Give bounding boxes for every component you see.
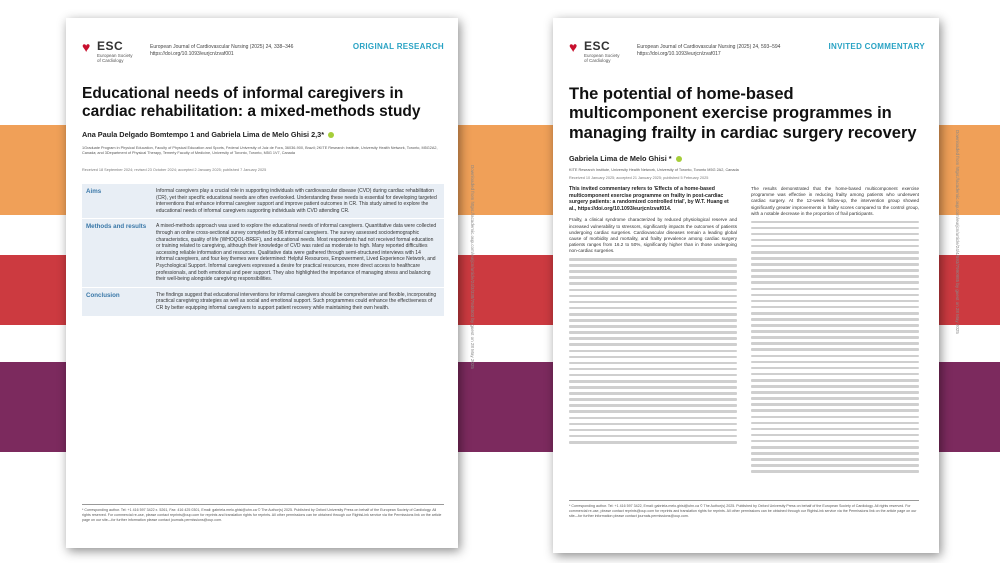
abstract-section [82, 219, 444, 287]
body-column-left [569, 186, 737, 447]
abstract-text: A mixed-methods approach was used to explore the educational needs of informal caregivers. Quantitative data were collected through an online cross-sectional survey completed by 86 informal caregivers. The survey assessed sociodemographic characteristics, quality of life (WHOQOL-BREF), and educational needs. Most respondents had not received formal education or training related to caregiving, although their knowledge of CVD was rated as moderate to high. Many reported difficulties accessing reliable information and resources. Qualitative data were gathered through semi-structured interviews with 14 informal caregivers, and four key themes were determined: Helpful Resources, Empowerment, Lived Experience Network, and Psychological Support. Informal caregivers expressed a desire for practical resources, more direct access to healthcare professionals, and both emotional and peer support. They also highlighted the importance of managing stress and balancing their well-being alongside caregiving responsibilities. [156, 223, 437, 283]
author-list [569, 154, 684, 163]
doi-link[interactable]: https://doi.org/10.1093/eurjcn/zvaf017 [637, 51, 721, 57]
commentary-intro: This invited commentary refers to 'Effects of a home-based multicomponent exercise programme on frailty in post-cardiac surgery patients: a randomized controlled trial', by W.T. Huang et al., https://doi.org/10.1093/eurjcn/zvaf014. [569, 186, 729, 212]
article-page-left [66, 18, 458, 548]
esc-logo [569, 38, 629, 68]
body-column-right [751, 186, 919, 476]
body-paragraph: The results demonstrated that the home-based multicomponent exercise programme was effective in reducing frailty among patients who underwent cardiac surgery. At the 12-week follow-up, the intervention group showed significantly greater improvements in frailty scores compared to the control group, with a notable decrease in the proportion of frail participants. [751, 186, 919, 216]
article-type-tag: INVITED COMMENTARY [828, 42, 925, 51]
article-title: Educational needs of informal caregivers in cardiac rehabilitation: a mixed-methods study [82, 85, 421, 121]
body-text-lines [569, 258, 737, 443]
abstract-label: Conclusion [86, 291, 120, 299]
page-header [569, 38, 925, 68]
journal-citation [150, 44, 293, 58]
journal-citation [637, 44, 780, 58]
publication-dates: Received 10 January 2025; accepted 21 January 2025; published 5 February 2025 [569, 176, 709, 180]
orcid-icon[interactable] [328, 132, 334, 138]
logo-name: ESC [97, 39, 124, 53]
affiliations: KITE Research Institute, University Health Network, University of Toronto, Toronto M5G 2A2, Canada [569, 168, 739, 172]
body-paragraph: Frailty, a clinical syndrome characterized by reduced physiological reserve and increased vulnerability to stressors, significantly impacts the outcomes of patients undergoing cardiac surgeries. Cardiovascular diseases remain a leading global cause of morbidity and mortality, and frailty prevalence among cardiac surgery patients ranges from 16.2 to 50%, significantly higher than in those undergoing non-cardiac surgeries. [569, 217, 737, 254]
affiliations: 1Graduate Program in Physical Education, Faculty of Physical Education and Sports, Federal University of Juiz de Fora, 36036-900, Brazil; 2KITE Research Institute, University Health Network, Toronto, M5G2A2, Canada; and 3Department of Physical Therapy, Temerty Faculty of Medicine, University of Toronto, Toronto, M5G 1V7, Canada [82, 146, 438, 156]
authors-text: Gabriela Lima de Melo Ghisi * [569, 154, 672, 163]
download-note: Downloaded from https://academic.oup.com/eurjcn/article/24/3/338/7946503 by guest on 28 May 2025 [470, 165, 475, 369]
abstract-text: The findings suggest that educational interventions for informal caregivers should be comprehensive and flexible, incorporating practical caregiving strategies as well as social and emotional support. Such programmes could enhance the effectiveness of CR by better equipping informal caregivers to support patient recovery while maintaining their own health. [156, 291, 437, 311]
author-list [82, 130, 336, 139]
journal-name: European Journal of Cardiovascular Nursing (2025) 24, 593–594 [637, 44, 781, 50]
abstract-section [82, 184, 444, 219]
article-title: The potential of home-based multicomponent exercise programmes in managing frailty in cardiac surgery recovery [569, 85, 917, 142]
footnote: * Corresponding author. Tel: +1 416 597 3422, Email: gabriela.melo.ghisi@uhn.ca © The Author(s) 2025. Published by Oxford University Press on behalf of the European Society of Cardiology. All rights reserved. For commercial re-use, please contact reprints@oup.com for reprints and translation rights for reprints. All other permissions can be obtained through our RightsLink service via the Permissions link on the article page on our site—for further information please contact journals.permissions@oup.com. [569, 500, 919, 519]
logo-society: European Society of Cardiology [584, 53, 620, 63]
structured-abstract [82, 184, 444, 317]
orcid-icon[interactable] [676, 156, 682, 162]
article-type-tag: ORIGINAL RESEARCH [352, 42, 444, 51]
esc-logo [82, 38, 142, 68]
page-header [82, 38, 444, 68]
article-page-right [553, 18, 939, 553]
abstract-section [82, 288, 444, 317]
publication-dates: Received 18 September 2024; revised 23 October 2024; accepted 2 January 2025; published 7 January 2025 [82, 168, 267, 172]
abstract-text: Informal caregivers play a crucial role in supporting individuals with cardiovascular disease (CVD) during cardiac rehabilitation (CR), yet their specific educational needs are often overlooked. Understanding these needs is essential for developing targeted interventions that enhance informal caregiver support and improve patient outcomes in CR. This study aimed to explore the educational needs of informal caregivers supporting individuals with CVD attending CR. [156, 188, 437, 214]
body-text-lines [751, 221, 919, 473]
journal-name: European Journal of Cardiovascular Nursing (2025) 24, 338–346 [150, 44, 294, 50]
logo-name: ESC [584, 39, 611, 53]
download-note: Downloaded from https://academic.oup.com/eurjcn/article/24/4/593/7990985 by guest on 28 May 2025 [955, 130, 960, 334]
abstract-label: Aims [86, 188, 102, 195]
heart-icon: ♥ [82, 39, 91, 55]
heart-icon: ♥ [569, 39, 578, 55]
logo-society: European Society of Cardiology [97, 53, 133, 63]
abstract-label: Methods and results [86, 223, 147, 231]
footnote: * Corresponding author. Tel: +1 416 597 3422 x. 5261, Fax: 416 425 0301, Email: gabriela.melo.ghisi@uhn.ca © The Author(s) 2025. Published by Oxford University Press on behalf of the European Society of Cardiology. All rights reserved. For commercial re-use, please contact reprints@oup.com for reprints and translation rights for reprints. All other permissions can be obtained through our RightsLink service via the Permissions link on the article page on our site—for further information please contact journals.permissions@oup.com. [82, 504, 444, 523]
authors-text: Ana Paula Delgado Bomtempo 1 and Gabriela Lima de Melo Ghisi 2,3* [82, 130, 325, 139]
doi-link[interactable]: https://doi.org/10.1093/eurjcn/zvaf001 [150, 51, 234, 57]
